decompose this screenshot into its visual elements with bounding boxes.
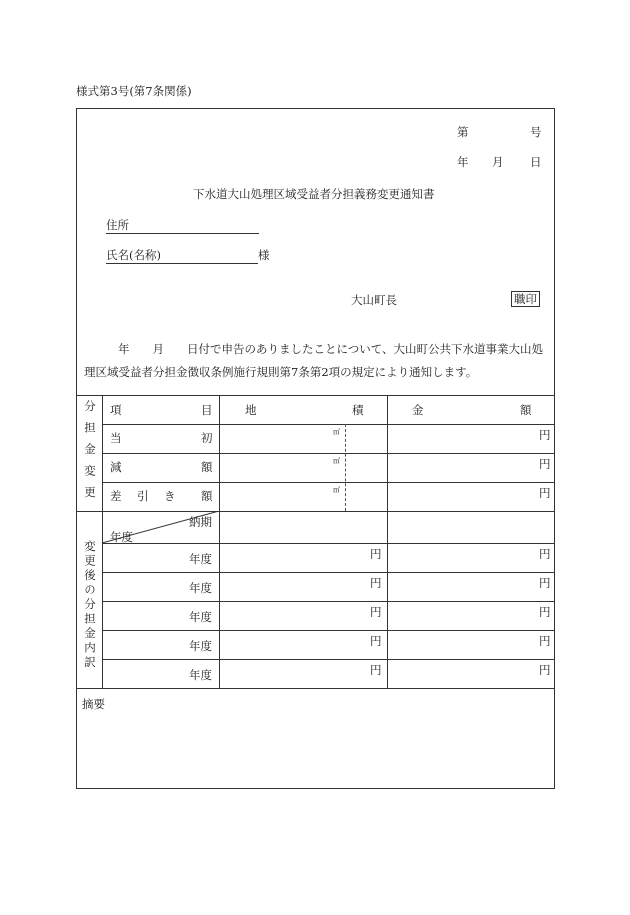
section2-side-label: 変更後の分担金内訳 (83, 540, 97, 671)
name-field (106, 247, 270, 264)
unit-yen: 円 (539, 428, 551, 442)
header-amount-b: 額 (520, 403, 532, 417)
remarks-top-line (76, 688, 555, 689)
body-line-2: 理区域受益者分担金徴収条例施行規則第7条第2項の規定により通知します。 (84, 365, 478, 379)
s1-row-line (102, 453, 555, 454)
document-title: 下水道大山処理区域受益者分担義務変更通知書 (193, 187, 435, 201)
header-area-a: 地 (245, 403, 257, 417)
unit-sqm: ㎡ (333, 428, 340, 436)
row-initial-label-b: 初 (201, 431, 213, 445)
date-month: 月 (492, 155, 504, 169)
address-field (106, 217, 259, 234)
form-frame (76, 108, 555, 789)
remarks-label: 摘要 (82, 697, 105, 711)
number-prefix: 第 (457, 125, 469, 139)
unit-yen: 円 (539, 663, 551, 677)
unit-yen: 円 (370, 605, 382, 619)
header-item-b: 目 (201, 403, 213, 417)
name-label: 氏名(名称) (106, 247, 258, 264)
s2-row-line (102, 601, 555, 602)
body-line-1: 年 月 日付で申告のありましたことについて、大山町公共下水道事業大山処 (118, 342, 544, 356)
row-reduction-label-b: 額 (201, 460, 213, 474)
row-balance-label-b: 額 (201, 489, 213, 503)
unit-yen: 円 (539, 457, 551, 471)
unit-sqm: ㎡ (333, 486, 340, 494)
form-label: 様式第3号(第7条関係) (76, 84, 192, 98)
row-initial-label-a: 当 (110, 431, 122, 445)
header-amount-a: 金 (412, 403, 424, 417)
honorific: 様 (258, 248, 270, 262)
number-suffix: 号 (530, 125, 542, 139)
dashed-divider (345, 424, 346, 511)
header-item-a: 項 (110, 403, 122, 417)
seal-label: 職印 (511, 291, 540, 307)
fiscal-year-label: 年度 (189, 668, 212, 682)
fiscal-year-label: 年度 (189, 639, 212, 653)
unit-yen: 円 (539, 605, 551, 619)
s2-row-line (102, 659, 555, 660)
unit-yen: 円 (370, 576, 382, 590)
unit-yen: 円 (539, 486, 551, 500)
section1-top-line (76, 395, 555, 396)
fiscal-year-label: 年度 (189, 610, 212, 624)
unit-yen: 円 (539, 634, 551, 648)
date-day: 日 (530, 155, 542, 169)
header-fiscal-year: 年度 (110, 530, 133, 544)
row-reduction-label-a: 減 (110, 460, 122, 474)
unit-yen: 円 (370, 663, 382, 677)
fiscal-year-label: 年度 (189, 581, 212, 595)
s1-row-line (102, 482, 555, 483)
unit-sqm: ㎡ (333, 457, 340, 465)
section1-side-label: 分担金変更 (83, 400, 97, 508)
s1-row-line (102, 424, 555, 425)
unit-yen: 円 (370, 547, 382, 561)
s2-row-line (102, 572, 555, 573)
row-balance-label-a: 差 引 き (110, 489, 178, 503)
s2-row-line (102, 630, 555, 631)
header-area-b: 積 (352, 403, 364, 417)
header-due: 納期 (189, 515, 212, 529)
col-line (387, 395, 388, 688)
date-year: 年 (457, 155, 469, 169)
official-seal (511, 291, 540, 307)
unit-yen: 円 (539, 576, 551, 590)
unit-yen: 円 (370, 634, 382, 648)
issuer: 大山町長 (351, 293, 397, 307)
address-label: 住所 (106, 217, 259, 234)
unit-yen: 円 (539, 547, 551, 561)
fiscal-year-label: 年度 (189, 552, 212, 566)
